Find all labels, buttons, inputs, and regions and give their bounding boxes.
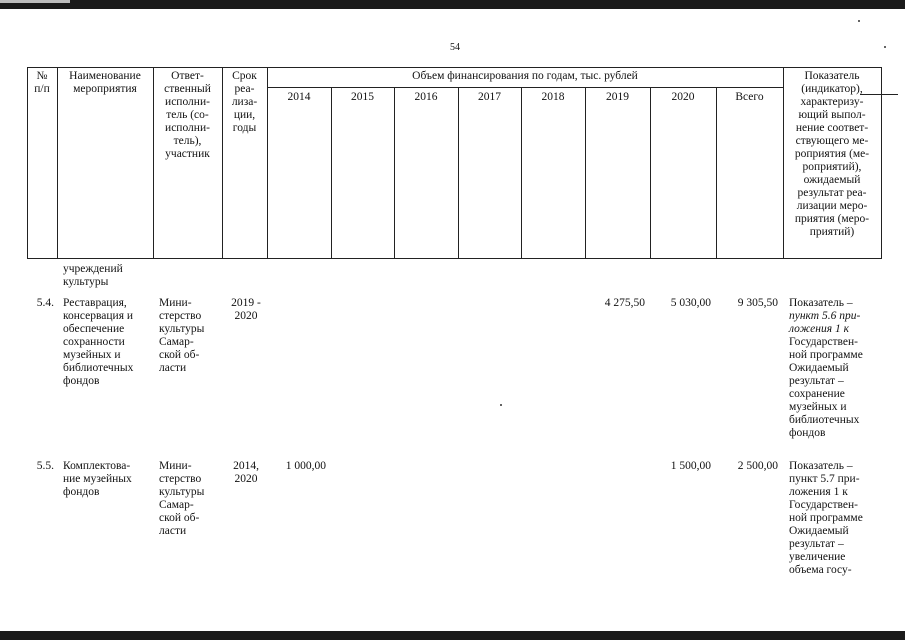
year-2016: 2016 xyxy=(414,91,438,103)
continuation-text: учреждений культуры xyxy=(63,263,123,288)
row-indicator-head: Показатель – xyxy=(789,297,853,309)
col-rule xyxy=(881,67,882,259)
year-2015: 2015 xyxy=(351,91,374,103)
row-value-total: 2 500,00 xyxy=(737,460,778,472)
year-2019: 2019 xyxy=(606,91,629,103)
row-value-2020: 1 500,00 xyxy=(670,460,711,472)
col-rule xyxy=(521,87,522,259)
col-rule xyxy=(585,87,586,259)
col-rule xyxy=(650,87,651,259)
row-term: 2019 - 2020 xyxy=(231,297,261,322)
header-indicator: Показатель (индикатор), характеризу- ющий выпол- нение соответ- ствующего ме- роприятия (ме- роприятий), ожидаемый результат реа- лизации меро- приятия (меро- приятий) xyxy=(794,70,870,238)
col-rule xyxy=(458,87,459,259)
year-2020: 2020 xyxy=(671,91,695,103)
row-responsible: Мини- стерство культуры Самар- ской об- ласти xyxy=(159,297,205,374)
header-responsible: Ответ- ственный исполни- тель (со- исполни- тель), участник xyxy=(164,70,211,160)
year-total: Всего xyxy=(735,91,764,103)
header-num: № п/п xyxy=(34,70,50,95)
row-value-2014: 1 000,00 xyxy=(285,460,326,472)
scan-top-border xyxy=(0,0,905,9)
scan-bottom-border xyxy=(0,631,905,640)
header-term: Срок реа- лиза- ции, годы xyxy=(231,70,258,134)
header-finance: Объем финансирования по годам, тыс. рублей xyxy=(412,70,638,82)
years-rule xyxy=(267,87,783,88)
col-rule xyxy=(394,87,395,259)
row-number: 5.4. xyxy=(36,297,54,309)
scan-top-artifact xyxy=(0,0,70,3)
col-rule xyxy=(716,87,717,259)
row-value-2019: 4 275,50 xyxy=(604,297,645,309)
year-2017: 2017 xyxy=(478,91,501,103)
row-value-total: 9 305,50 xyxy=(737,297,778,309)
row-responsible: Мини- стерство культуры Самар- ской об- ласти xyxy=(159,460,205,537)
year-2018: 2018 xyxy=(541,91,565,103)
header-bottom-rule xyxy=(27,258,882,259)
row-name: Комплектова- ние музейных фондов xyxy=(63,460,132,498)
row-term: 2014, 2020 xyxy=(233,460,259,485)
col-rule xyxy=(331,87,332,259)
row-indicator-head: Показатель – xyxy=(789,460,853,472)
row-indicator-text: пункт 5.7 при- ложения 1 к Государствен- ной программе Ожидаемый результат – увеличение объема госу- xyxy=(789,473,863,576)
header-name: Наименование мероприятия xyxy=(69,70,141,95)
scan-speck xyxy=(884,46,886,48)
scan-speck xyxy=(500,404,502,406)
row-number: 5.5. xyxy=(36,460,54,472)
row-indicator-text: Государствен- ной программе Ожидаемый результат – сохранение музейных и библиотечных фондов xyxy=(789,336,863,439)
page-number: 54 xyxy=(450,42,460,53)
row-name: Реставрация, консервация и обеспечение сохранности музейных и библиотечных фондов xyxy=(63,297,134,387)
row-indicator-italic: пункт 5.6 при- ложения 1 к xyxy=(789,310,861,335)
year-2014: 2014 xyxy=(287,91,311,103)
table-top-rule xyxy=(27,67,882,68)
scan-speck xyxy=(858,20,860,22)
row-value-2020: 5 030,00 xyxy=(670,297,711,309)
